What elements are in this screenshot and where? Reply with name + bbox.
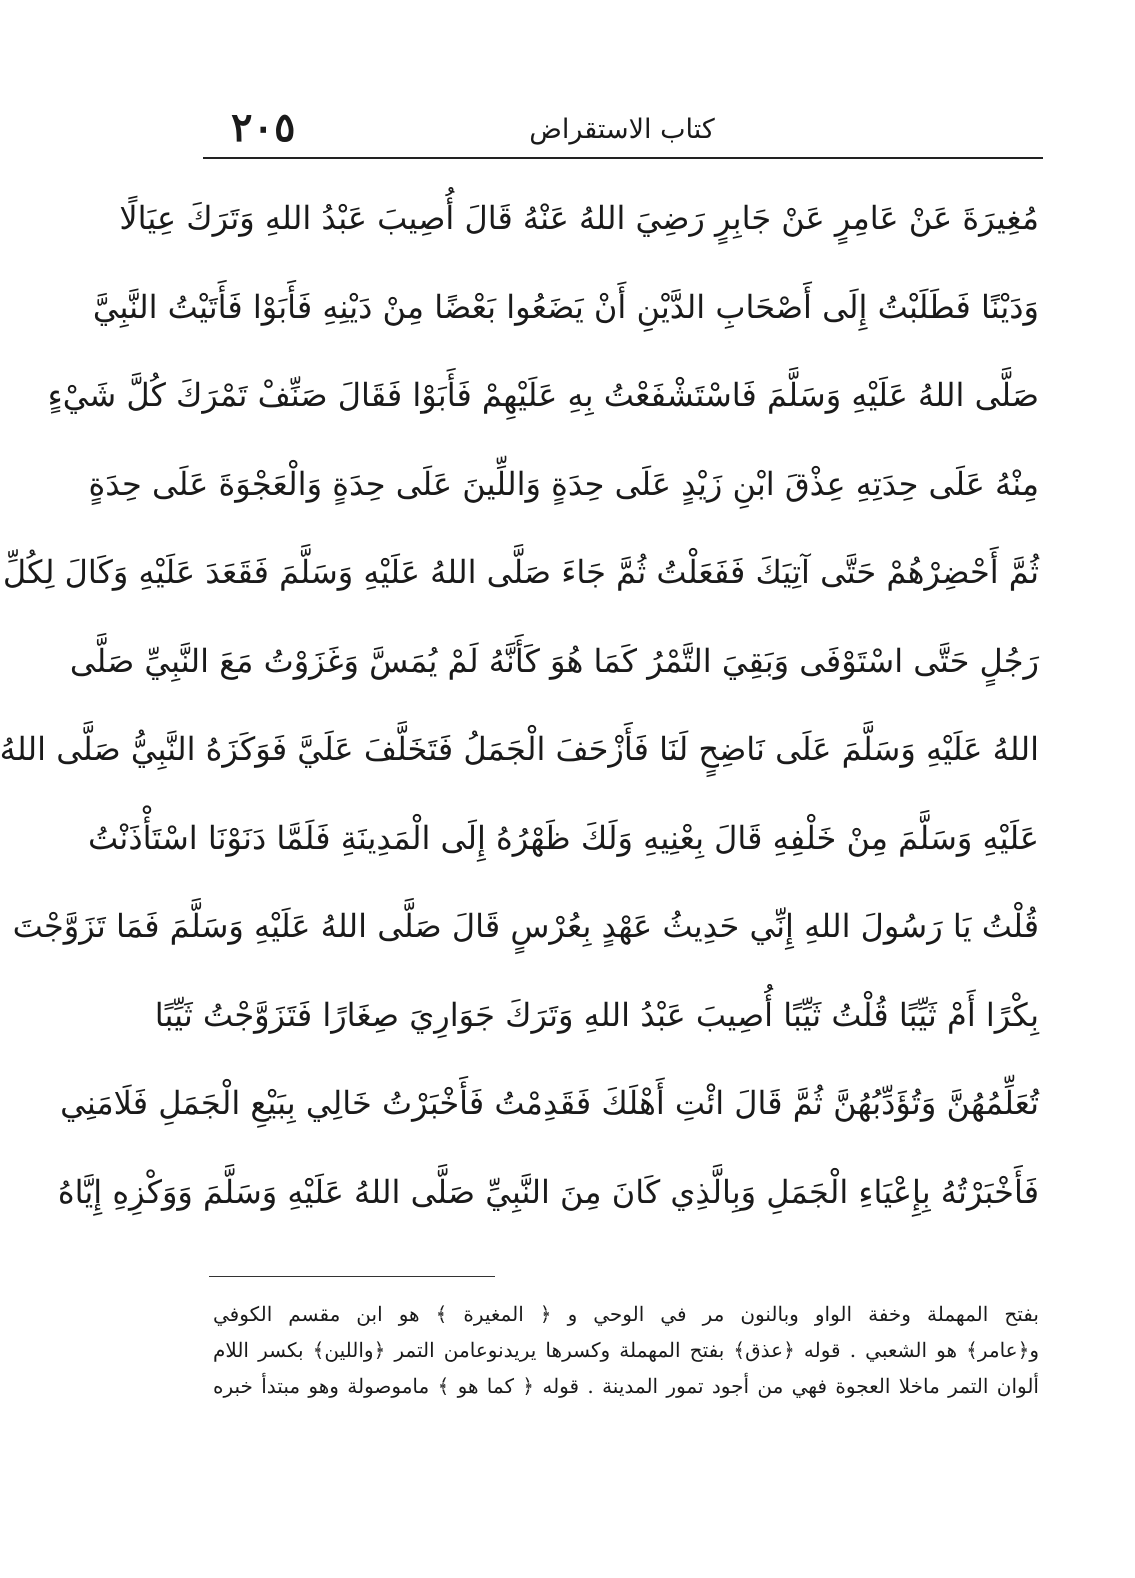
page-number: ٢٠٥	[231, 104, 296, 151]
text-line: قُلْتُ يَا رَسُولَ اللهِ إِنِّي حَدِيثُ عَهْدٍ بِعُرْسٍ قَالَ صَلَّى اللهُ عَلَيْهِ وَسَلَّمَ فَمَا تَزَوَّجْتَ	[12, 907, 1039, 945]
page-header	[203, 100, 1041, 156]
text-line: رَجُلٍ حَتَّى اسْتَوْفَى وَبَقِيَ التَّمْرُ كَمَا هُوَ كَأَنَّهُ لَمْ يُمَسَّ وَغَزَوْتُ مَعَ النَّبِيِّ صَلَّى	[69, 641, 1039, 680]
text-line: فَأَخْبَرْتُهُ بِإِعْيَاءِ الْجَمَلِ وَبِالَّذِي كَانَ مِنَ النَّبِيِّ صَلَّى اللهُ عَلَيْهِ وَسَلَّمَ وَوَكْزِهِ إِيَّاهُ	[57, 1172, 1039, 1211]
footnote-line: بفتح المهملة وخفة الواو وبالنون مر في الوحي و ﴿ المغيرة ﴾ هو ابن مقسم الكوفي	[213, 1302, 1039, 1326]
text-line: وَدَيْنًا فَطَلَبْتُ إِلَى أَصْحَابِ الدَّيْنِ أَنْ يَضَعُوا بَعْضًا مِنْ دَيْنِهِ فَأَبَوْا فَأَتَيْتُ النَّبِيَّ	[92, 287, 1039, 326]
text-line: بِكْرًا أَمْ ثَيِّبًا قُلْتُ ثَيِّبًا أُصِيبَ عَبْدُ اللهِ وَتَرَكَ جَوَارِيَ صِغَارًا فَتَزَوَّجْتُ ثَيِّبًا	[154, 995, 1039, 1034]
text-line: مِنْهُ عَلَى حِدَتِهِ عِذْقَ ابْنِ زَيْدٍ عَلَى حِدَةٍ وَاللِّينَ عَلَى حِدَةٍ وَالْعَجْوَةَ عَلَى حِدَةٍ	[88, 464, 1039, 503]
main-text	[0, 168, 1039, 1230]
footnotes	[213, 1296, 1039, 1404]
footnote-line: و﴿عامر﴾ هو الشعبي . قوله ﴿عذق﴾ بفتح المهملة وكسرها يريدنوعامن التمر ﴿واللين﴾ بكسر اللام	[213, 1338, 1039, 1362]
text-line: عَلَيْهِ وَسَلَّمَ مِنْ خَلْفِهِ قَالَ بِعْنِيهِ وَلَكَ ظَهْرُهُ إِلَى الْمَدِينَةِ فَلَمَّا دَنَوْنَا اسْتَأْذَنْتُ	[88, 818, 1039, 857]
footnote-line: ألوان التمر ماخلا العجوة فهي من أجود تمور المدينة . قوله ﴿ كما هو ﴾ ماموصولة وهو مبتدأ خبره	[213, 1374, 1039, 1398]
text-line: ثُمَّ أَحْضِرْهُمْ حَتَّى آتِيَكَ فَفَعَلْتُ ثُمَّ جَاءَ صَلَّى اللهُ عَلَيْهِ وَسَلَّمَ فَقَعَدَ عَلَيْهِ وَكَالَ لِكُلِّ	[2, 553, 1039, 591]
text-line: صَلَّى اللهُ عَلَيْهِ وَسَلَّمَ فَاسْتَشْفَعْتُ بِهِ عَلَيْهِمْ فَأَبَوْا فَقَالَ صَنِّفْ تَمْرَكَ كُلَّ شَيْءٍ	[47, 376, 1039, 414]
footnote-separator	[209, 1276, 495, 1277]
text-line: اللهُ عَلَيْهِ وَسَلَّمَ عَلَى نَاضِحٍ لَنَا فَأَزْحَفَ الْجَمَلُ فَتَخَلَّفَ عَلَيَّ فَوَكَزَهُ النَّبِيُّ صَلَّى اللهُ	[0, 730, 1039, 768]
text-line: تُعَلِّمُهُنَّ وَتُؤَدِّبُهُنَّ ثُمَّ قَالَ ائْتِ أَهْلَكَ فَقَدِمْتُ فَأَخْبَرْتُ خَالِي بِبَيْعِ الْجَمَلِ فَلَامَنِي	[60, 1084, 1039, 1122]
header-rule	[203, 157, 1043, 159]
text-line: مُغِيرَةَ عَنْ عَامِرٍ عَنْ جَابِرٍ رَضِيَ اللهُ عَنْهُ قَالَ أُصِيبَ عَبْدُ اللهِ وَتَرَكَ عِيَالًا	[119, 199, 1039, 237]
running-title: كتاب الاستقراض	[529, 114, 715, 145]
